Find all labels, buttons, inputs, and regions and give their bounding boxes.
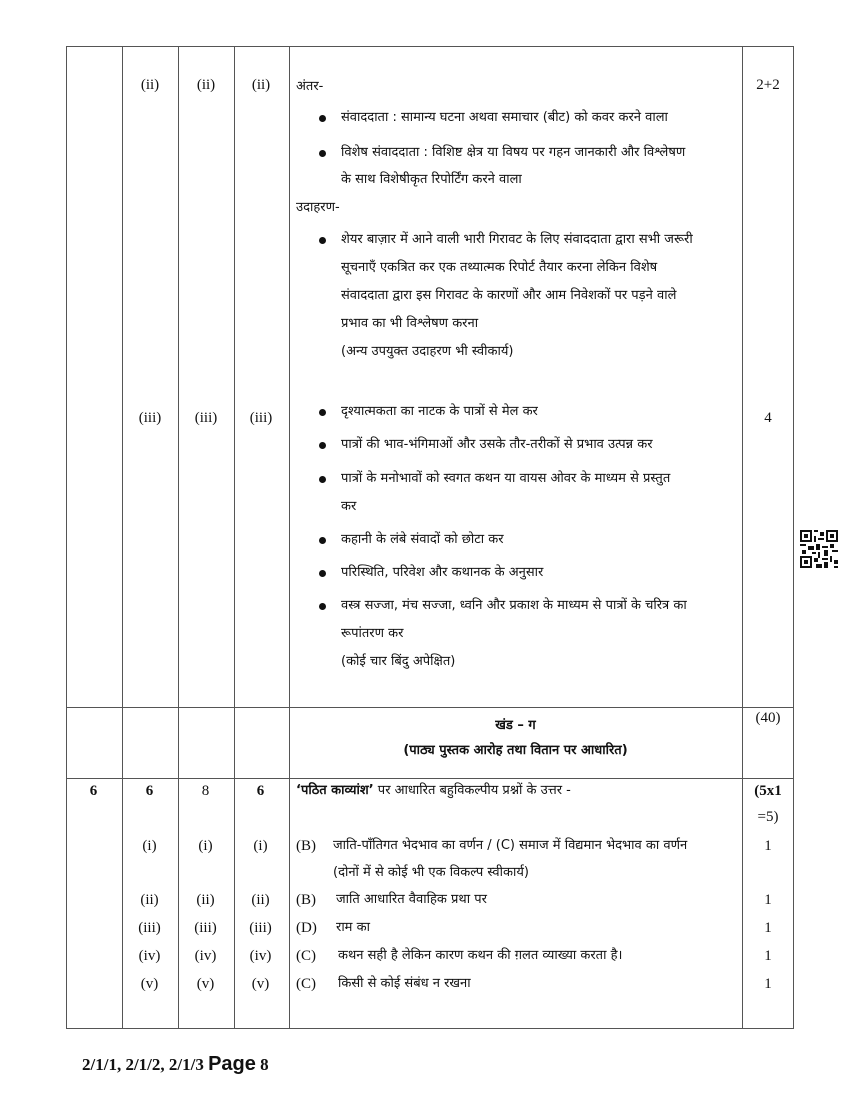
- bullet-icon: [319, 603, 326, 610]
- section-marks: (40): [755, 710, 781, 726]
- q6-heading-rest: पर आधारित बहुविकल्पीय प्रश्नों के उत्तर -: [373, 783, 571, 798]
- q6-col1: 6: [145, 783, 154, 799]
- section-subtitle: (पाठ्य पुस्तक आरोह तथा वितान पर आधारित): [403, 743, 628, 758]
- q6-item-c1: (ii): [140, 892, 159, 908]
- answer-line: दृश्यात्मकता का नाटक के पात्रों से मेल कर: [341, 404, 538, 419]
- q6-item-c1: (iii): [138, 920, 161, 936]
- answer-line: कहानी के लंबे संवादों को छोटा कर: [341, 532, 504, 547]
- q6-item-mark: 1: [764, 920, 772, 936]
- q6-item-c2: (iv): [194, 948, 217, 964]
- q6-marks-line2: =5): [757, 809, 779, 825]
- row-iii-col2: (iii): [194, 410, 218, 426]
- q6-item-answer: किसी से कोई संबंध न रखना: [338, 976, 471, 991]
- answer-line: परिस्थिति, परिवेश और कथानक के अनुसार: [341, 565, 544, 580]
- bullet-icon: [319, 409, 326, 416]
- row-divider: [67, 778, 793, 779]
- answer-line: रूपांतरण कर: [341, 626, 404, 641]
- q6-col2: 8: [201, 783, 210, 799]
- row-divider: [67, 707, 793, 708]
- q6-item-answer: राम का: [336, 920, 370, 935]
- answer-line: विशेष संवाददाता : विशिष्ट क्षेत्र या विषय पर गहन जानकारी और विश्लेषण: [341, 145, 686, 160]
- q6-item-option: (C): [296, 976, 316, 992]
- q6-item-mark: 1: [764, 976, 772, 992]
- q6-item-note: (दोनों में से कोई भी एक विकल्प स्वीकार्य): [333, 865, 529, 880]
- bullet-icon: [319, 150, 326, 157]
- q6-heading: [296, 782, 571, 800]
- q6-item-c3: (v): [251, 976, 270, 992]
- bullet-icon: [319, 442, 326, 449]
- answer-line: शेयर बाज़ार में आने वाली भारी गिरावट के लिए संवाददाता द्वारा सभी जरूरी: [341, 232, 693, 247]
- answer-line: पात्रों के मनोभावों को स्वगत कथन या वायस ओवर के माध्यम से प्रस्तुत: [341, 471, 671, 486]
- row-ii-col2: (ii): [196, 77, 216, 93]
- row-iii-col3: (iii): [249, 410, 273, 426]
- q6-item-mark: 1: [764, 948, 772, 964]
- row-ii-marks: 2+2: [756, 77, 780, 93]
- q6-item-c3: (iii): [249, 920, 272, 936]
- q6-item-option: (B): [296, 838, 316, 854]
- answer-line: प्रभाव का भी विश्लेषण करना: [341, 316, 479, 331]
- q6-item-mark: 1: [764, 838, 772, 854]
- q6-item-c1: (i): [142, 838, 157, 854]
- q6-col3: 6: [256, 783, 265, 799]
- q6-item-c1: (iv): [138, 948, 161, 964]
- answer-line: पात्रों की भाव-भंगिमाओं और उसके तौर-तरीकों से प्रभाव उत्पन्न कर: [341, 437, 653, 452]
- row-ii-col3: (ii): [251, 77, 271, 93]
- answer-line: सूचनाएँ एकत्रित कर एक तथ्यात्मक रिपोर्ट तैयार करना लेकिन विशेष: [341, 260, 658, 275]
- antar-label: अंतर-: [296, 79, 324, 94]
- footer-codes: 2/1/1, 2/1/2, 2/1/3: [82, 1055, 204, 1074]
- column-divider: [122, 47, 123, 1028]
- q6-item-c2: (ii): [196, 892, 215, 908]
- answer-line: संवाददाता : सामान्य घटना अथवा समाचार (बीट) को कवर करने वाला: [341, 110, 668, 125]
- udaharan-label: उदाहरण-: [296, 200, 340, 215]
- answer-note: (अन्य उपयुक्त उदाहरण भी स्वीकार्य): [341, 344, 514, 359]
- answer-line: कर: [341, 499, 357, 514]
- column-divider: [289, 47, 290, 1028]
- q6-item-answer: जाति-पाँतिगत भेदभाव का वर्णन / (C) समाज में विद्यमान भेदभाव का वर्णन: [333, 838, 688, 853]
- footer-page-number: 8: [260, 1055, 269, 1074]
- row-iii-col1: (iii): [138, 410, 162, 426]
- q6-heading-quoted: ‘पठित काव्यांश’: [296, 783, 374, 798]
- qr-code-icon: [800, 530, 838, 568]
- column-divider: [178, 47, 179, 1028]
- bullet-icon: [319, 115, 326, 122]
- answer-line: वस्त्र सज्जा, मंच सज्जा, ध्वनि और प्रकाश के माध्यम से पात्रों के चरित्र का: [341, 598, 687, 613]
- q6-col0: 6: [89, 783, 98, 799]
- q6-item-c3: (ii): [251, 892, 270, 908]
- section-title: खंड – ग: [495, 718, 536, 733]
- answer-line: के साथ विशेषीकृत रिपोर्टिंग करने वाला: [341, 172, 522, 187]
- q6-item-option: (D): [296, 920, 317, 936]
- q6-item-c1: (v): [140, 976, 159, 992]
- q6-item-c3: (iv): [249, 948, 272, 964]
- q6-item-answer: जाति आधारित वैवाहिक प्रथा पर: [336, 892, 487, 907]
- bullet-icon: [319, 476, 326, 483]
- row-iii-marks: 4: [764, 410, 772, 426]
- q6-item-c2: (iii): [194, 920, 217, 936]
- bullet-icon: [319, 237, 326, 244]
- answer-note: (कोई चार बिंदु अपेक्षित): [341, 654, 456, 669]
- q6-item-option: (C): [296, 948, 316, 964]
- q6-item-c2: (v): [196, 976, 215, 992]
- q6-marks-line1: (5x1: [754, 783, 782, 799]
- row-ii-col1: (ii): [140, 77, 160, 93]
- q6-item-answer: कथन सही है लेकिन कारण कथन की ग़लत व्याख्या करता है।: [338, 948, 623, 963]
- footer-page-label: Page: [208, 1053, 256, 1075]
- q6-item-option: (B): [296, 892, 316, 908]
- bullet-icon: [319, 537, 326, 544]
- q6-item-mark: 1: [764, 892, 772, 908]
- q6-item-c3: (i): [253, 838, 268, 854]
- answer-line: संवाददाता द्वारा इस गिरावट के कारणों और आम निवेशकों पर पड़ने वाले: [341, 288, 677, 303]
- column-divider: [234, 47, 235, 1028]
- column-divider: [742, 47, 743, 1028]
- q6-item-c2: (i): [198, 838, 213, 854]
- page-footer: [82, 1053, 269, 1076]
- bullet-icon: [319, 570, 326, 577]
